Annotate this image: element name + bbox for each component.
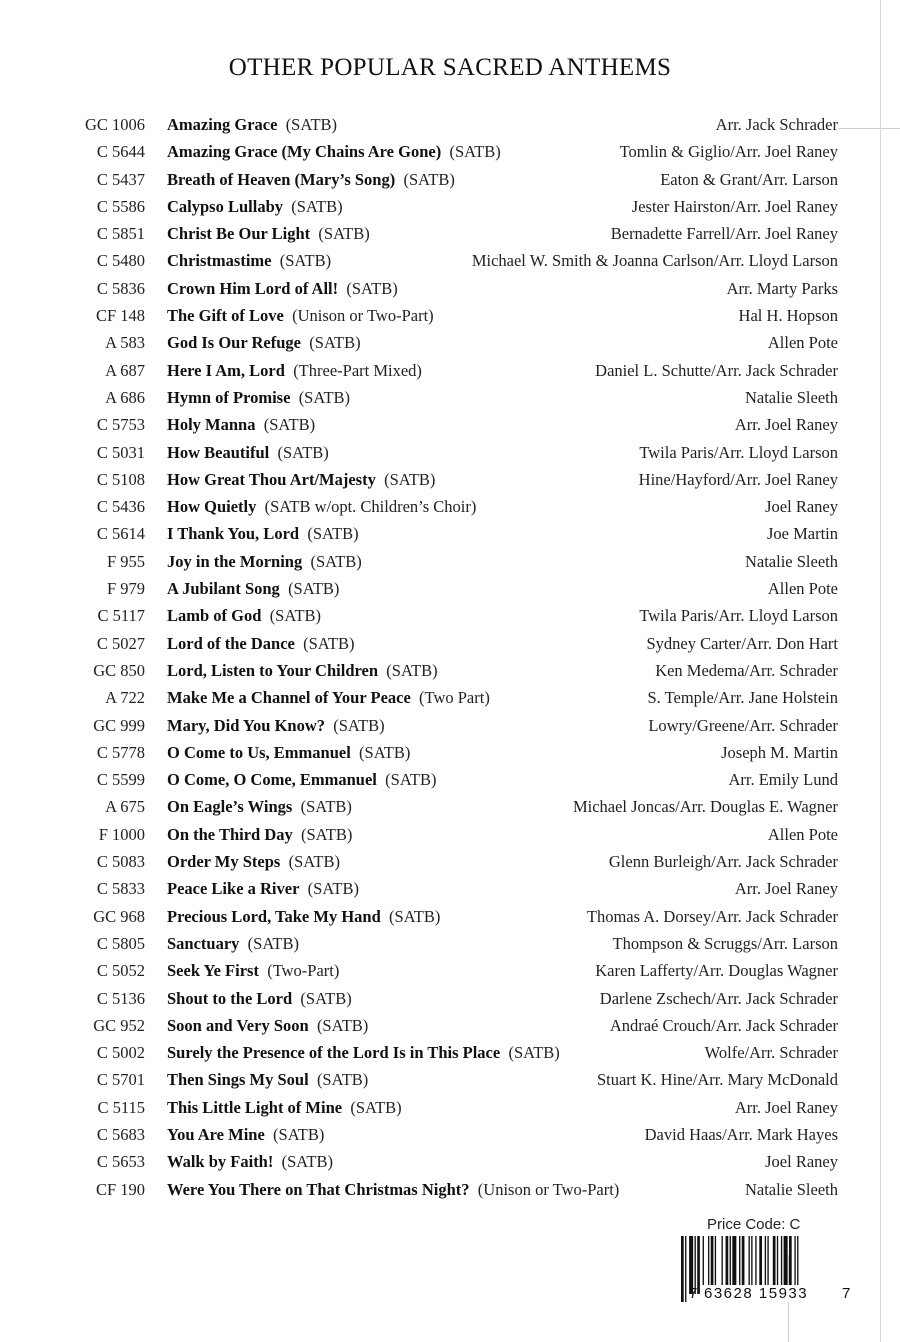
- voicing: (SATB): [307, 879, 360, 899]
- composer-arranger: Hal H. Hopson: [738, 306, 838, 326]
- barcode-middle-digits: 63628 15933: [704, 1285, 809, 1302]
- anthem-title: Lord of the Dance: [167, 633, 295, 653]
- anthem-row: [0, 1121, 900, 1148]
- catalog-code: F 1000: [98, 824, 145, 844]
- voicing: (SATB): [449, 142, 501, 162]
- anthem-row: [0, 1148, 900, 1175]
- anthem-row: [0, 575, 900, 602]
- anthem-title: Lord, Listen to Your Children: [167, 660, 379, 680]
- anthem-row: [0, 1066, 900, 1093]
- catalog-code: C 5083: [96, 852, 145, 872]
- voicing: (Three-Part Mixed): [293, 360, 422, 380]
- anthem-title: Shout to the Lord: [167, 988, 293, 1008]
- anthem-title: Crown Him Lord of All!: [167, 278, 339, 298]
- catalog-code: C 5117: [97, 606, 145, 626]
- composer-arranger: Arr. Joel Raney: [734, 879, 838, 899]
- anthem-title: O Come to Us, Emmanuel: [167, 742, 351, 762]
- anthem-row: [0, 548, 900, 575]
- voicing: (SATB): [307, 524, 359, 544]
- voicing: (SATB): [385, 770, 437, 790]
- anthem-title-group: [167, 302, 434, 329]
- composer-arranger: Karen Lafferty/Arr. Douglas Wagner: [595, 961, 838, 981]
- anthem-row: [0, 657, 900, 684]
- catalog-code: C 5701: [96, 1070, 145, 1090]
- anthem-title-group: [167, 875, 359, 902]
- catalog-code: A 675: [105, 797, 145, 817]
- anthem-title: Sanctuary: [167, 933, 240, 953]
- voicing: (SATB): [300, 797, 352, 817]
- anthem-title-group: [167, 1148, 333, 1175]
- composer-arranger: Wolfe/Arr. Schrader: [704, 1043, 838, 1063]
- anthem-title: This Little Light of Mine: [167, 1097, 343, 1117]
- voicing: (SATB): [309, 333, 361, 353]
- anthem-row: [0, 1094, 900, 1121]
- anthem-title-group: [167, 275, 398, 302]
- anthem-title-group: [167, 220, 370, 247]
- anthem-row: [0, 302, 900, 329]
- anthem-title: Calypso Lullaby: [167, 196, 283, 216]
- anthem-title-group: [167, 930, 299, 957]
- anthem-title: Then Sings My Soul: [167, 1070, 309, 1090]
- price-code: Price Code: C: [707, 1216, 801, 1233]
- anthem-title: Amazing Grace: [167, 115, 278, 134]
- voicing: (SATB w/opt. Children’s Choir): [264, 497, 477, 517]
- anthem-title: A Jubilant Song: [167, 579, 280, 599]
- anthem-list: [0, 111, 900, 1203]
- voicing: (SATB): [316, 1015, 369, 1035]
- voicing: (SATB): [285, 115, 338, 134]
- anthem-title-group: [167, 575, 339, 602]
- anthem-title: Here I Am, Lord: [167, 360, 285, 380]
- catalog-code: C 5480: [96, 251, 145, 271]
- composer-arranger: Joseph M. Martin: [721, 742, 838, 762]
- anthem-row: [0, 520, 900, 547]
- anthem-row: [0, 985, 900, 1012]
- catalog-code: GC 999: [93, 715, 145, 735]
- composer-arranger: Lowry/Greene/Arr. Schrader: [648, 715, 838, 735]
- catalog-code: F 979: [106, 579, 145, 599]
- anthem-title: The Gift of Love: [167, 306, 284, 326]
- anthem-title-group: [167, 357, 422, 384]
- catalog-code: F 955: [106, 551, 145, 571]
- anthem-row: [0, 439, 900, 466]
- anthem-title-group: [167, 1176, 619, 1203]
- composer-arranger: Stuart K. Hine/Arr. Mary McDonald: [596, 1070, 838, 1090]
- composer-arranger: Twila Paris/Arr. Lloyd Larson: [639, 606, 838, 626]
- composer-arranger: Arr. Joel Raney: [734, 415, 838, 435]
- composer-arranger: Twila Paris/Arr. Lloyd Larson: [639, 442, 838, 462]
- anthem-title-group: [167, 712, 385, 739]
- catalog-code: C 5778: [96, 742, 145, 762]
- anthem-title-group: [167, 138, 501, 165]
- voicing: (SATB): [346, 278, 398, 298]
- composer-arranger: David Haas/Arr. Mark Hayes: [644, 1124, 838, 1144]
- catalog-code: C 5653: [96, 1152, 145, 1172]
- anthem-title-group: [167, 657, 438, 684]
- anthem-title: Breath of Heaven (Mary’s Song): [167, 169, 396, 189]
- voicing: (SATB): [403, 169, 455, 189]
- catalog-code: C 5614: [96, 524, 145, 544]
- catalog-code: GC 952: [93, 1015, 145, 1035]
- catalog-code: C 5851: [96, 224, 145, 244]
- page-title: OTHER POPULAR SACRED ANTHEMS: [228, 54, 672, 81]
- anthem-title-group: [167, 247, 331, 274]
- anthem-title-group: [167, 411, 315, 438]
- catalog-code: C 5027: [96, 633, 145, 653]
- anthem-row: [0, 275, 900, 302]
- anthem-title-group: [167, 439, 329, 466]
- catalog-code: C 5586: [96, 196, 145, 216]
- catalog-code: A 722: [105, 688, 145, 708]
- anthem-title: How Great Thou Art/Majesty: [167, 469, 376, 489]
- composer-arranger: Jester Hairston/Arr. Joel Raney: [631, 196, 838, 216]
- catalog-code: CF 148: [95, 306, 145, 326]
- composer-arranger: Natalie Sleeth: [744, 551, 838, 571]
- anthem-row: [0, 138, 900, 165]
- voicing: (SATB): [359, 742, 411, 762]
- catalog-code: C 5136: [96, 988, 145, 1008]
- fold-mark-horizontal: [838, 128, 900, 129]
- barcode-digits: [676, 1285, 856, 1305]
- anthem-title-group: [167, 193, 343, 220]
- voicing: (SATB): [300, 988, 352, 1008]
- anthem-title: On Eagle’s Wings: [167, 797, 293, 817]
- composer-arranger: Glenn Burleigh/Arr. Jack Schrader: [608, 852, 838, 872]
- catalog-code: A 687: [105, 360, 145, 380]
- composer-arranger: Arr. Marty Parks: [726, 278, 838, 298]
- anthem-row: [0, 1039, 900, 1066]
- catalog-code: C 5753: [96, 415, 145, 435]
- anthem-title: Were You There on That Christmas Night?: [167, 1179, 470, 1199]
- anthem-title-group: [167, 821, 352, 848]
- composer-arranger: Allen Pote: [767, 579, 838, 599]
- composer-arranger: Arr. Emily Lund: [728, 770, 838, 790]
- anthem-title-group: [167, 957, 339, 984]
- anthem-title: How Quietly: [167, 497, 257, 517]
- anthem-title: Seek Ye First: [167, 961, 259, 981]
- voicing: (SATB): [318, 224, 370, 244]
- anthem-row: [0, 712, 900, 739]
- anthem-title: You Are Mine: [167, 1124, 265, 1144]
- anthem-row: [0, 903, 900, 930]
- anthem-row: [0, 193, 900, 220]
- voicing: (Two Part): [419, 688, 490, 708]
- anthem-row: [0, 602, 900, 629]
- catalog-code: A 583: [105, 333, 145, 353]
- composer-arranger: Arr. Joel Raney: [734, 1097, 838, 1117]
- anthem-title-group: [167, 766, 437, 793]
- anthem-row: [0, 630, 900, 657]
- catalog-code: C 5599: [96, 770, 145, 790]
- composer-arranger: Natalie Sleeth: [744, 387, 838, 407]
- anthem-title-group: [167, 630, 354, 657]
- anthem-title: I Thank You, Lord: [167, 524, 300, 544]
- anthem-title: Christ Be Our Light: [167, 224, 311, 244]
- anthem-title: Amazing Grace (My Chains Are Gone): [167, 142, 442, 162]
- anthem-title-group: [167, 1039, 560, 1066]
- catalog-code: GC 850: [93, 660, 145, 680]
- voicing: (Two-Part): [267, 961, 340, 981]
- voicing: (SATB): [269, 606, 322, 626]
- catalog-code: GC 1006: [84, 115, 145, 134]
- voicing: (Unison or Two-Part): [477, 1179, 620, 1199]
- anthem-row: [0, 957, 900, 984]
- anthem-title: Joy in the Morning: [167, 551, 303, 571]
- anthem-row: [0, 493, 900, 520]
- anthem-title: God Is Our Refuge: [167, 333, 301, 353]
- anthem-row: [0, 466, 900, 493]
- voicing: (SATB): [288, 579, 340, 599]
- anthem-row: [0, 357, 900, 384]
- voicing: (SATB): [303, 633, 355, 653]
- composer-arranger: Tomlin & Giglio/Arr. Joel Raney: [619, 142, 838, 162]
- anthem-title-group: [167, 166, 455, 193]
- anthem-title-group: [167, 520, 359, 547]
- anthem-row: [0, 930, 900, 957]
- anthem-title-group: [167, 793, 352, 820]
- anthem-title-group: [167, 1121, 324, 1148]
- catalog-code: C 5683: [96, 1124, 145, 1144]
- anthem-row: [0, 111, 900, 138]
- composer-arranger: Daniel L. Schutte/Arr. Jack Schrader: [595, 360, 838, 380]
- anthem-title-group: [167, 493, 476, 520]
- anthem-row: [0, 411, 900, 438]
- composer-arranger: Sydney Carter/Arr. Don Hart: [646, 633, 838, 653]
- catalog-code: C 5436: [96, 497, 145, 517]
- composer-arranger: Hine/Hayford/Arr. Joel Raney: [638, 469, 838, 489]
- anthem-title-group: [167, 111, 337, 138]
- anthem-row: [0, 1176, 900, 1203]
- anthem-title: Hymn of Promise: [167, 387, 291, 407]
- composer-arranger: Thompson & Scruggs/Arr. Larson: [612, 933, 838, 953]
- voicing: (SATB): [279, 251, 332, 271]
- voicing: (SATB): [508, 1043, 560, 1063]
- anthem-row: [0, 848, 900, 875]
- anthem-title-group: [167, 548, 362, 575]
- voicing: (SATB): [350, 1097, 402, 1117]
- voicing: (SATB): [386, 660, 438, 680]
- voicing: (SATB): [277, 442, 329, 462]
- anthem-title: Soon and Very Soon: [167, 1015, 309, 1035]
- anthem-title-group: [167, 985, 352, 1012]
- catalog-code: GC 968: [93, 906, 145, 926]
- voicing: (SATB): [288, 852, 340, 872]
- anthem-title: Holy Manna: [167, 415, 256, 435]
- anthem-title-group: [167, 384, 350, 411]
- anthem-title-group: [167, 1094, 402, 1121]
- composer-arranger: Michael Joncas/Arr. Douglas E. Wagner: [572, 797, 838, 817]
- voicing: (SATB): [384, 469, 436, 489]
- composer-arranger: Thomas A. Dorsey/Arr. Jack Schrader: [586, 906, 838, 926]
- voicing: (SATB): [298, 387, 351, 407]
- anthem-title-group: [167, 1066, 368, 1093]
- anthem-title-group: [167, 466, 435, 493]
- voicing: (SATB): [316, 1070, 369, 1090]
- catalog-code: C 5836: [96, 278, 145, 298]
- voicing: (SATB): [389, 906, 441, 926]
- composer-arranger: Allen Pote: [767, 333, 838, 353]
- catalog-code: C 5052: [96, 961, 145, 981]
- catalog-code: C 5805: [96, 933, 145, 953]
- anthem-row: [0, 739, 900, 766]
- barcode-first-digit: 7: [689, 1285, 698, 1302]
- anthem-title: Precious Lord, Take My Hand: [167, 906, 381, 926]
- composer-arranger: Arr. Jack Schrader: [715, 115, 838, 134]
- anthem-title: Order My Steps: [167, 852, 281, 872]
- anthem-row: [0, 166, 900, 193]
- anthem-title: Peace Like a River: [167, 879, 300, 899]
- voicing: (SATB): [291, 196, 343, 216]
- anthem-title-group: [167, 684, 490, 711]
- composer-arranger: Andraé Crouch/Arr. Jack Schrader: [609, 1015, 838, 1035]
- anthem-title-group: [167, 739, 410, 766]
- anthem-title: Christmastime: [167, 251, 272, 271]
- composer-arranger: Joe Martin: [766, 524, 838, 544]
- composer-arranger: Ken Medema/Arr. Schrader: [655, 660, 838, 680]
- anthem-row: [0, 684, 900, 711]
- voicing: (SATB): [301, 824, 353, 844]
- voicing: (SATB): [310, 551, 362, 571]
- composer-arranger: Joel Raney: [765, 1152, 838, 1172]
- anthem-title-group: [167, 602, 321, 629]
- barcode-last-digit: 7: [842, 1285, 851, 1302]
- anthem-title: Walk by Faith!: [167, 1152, 274, 1172]
- catalog-code: C 5437: [96, 169, 145, 189]
- anthem-title: On the Third Day: [167, 824, 293, 844]
- anthem-row: [0, 247, 900, 274]
- anthem-row: [0, 793, 900, 820]
- catalog-code: C 5644: [96, 142, 145, 162]
- anthem-row: [0, 875, 900, 902]
- voicing: (SATB): [333, 715, 385, 735]
- catalog-code: C 5115: [97, 1097, 145, 1117]
- anthem-title: Mary, Did You Know?: [167, 715, 325, 735]
- anthem-title: Surely the Presence of the Lord Is in This Place: [167, 1043, 501, 1063]
- anthem-title: Lamb of God: [167, 606, 262, 626]
- catalog-code: C 5031: [96, 442, 145, 462]
- composer-arranger: Allen Pote: [767, 824, 838, 844]
- anthem-title-group: [167, 329, 361, 356]
- catalog-code: C 5002: [96, 1043, 145, 1063]
- voicing: (SATB): [247, 933, 300, 953]
- catalog-code: CF 190: [95, 1179, 145, 1199]
- anthem-row: [0, 1012, 900, 1039]
- anthem-title-group: [167, 848, 340, 875]
- voicing: (Unison or Two-Part): [292, 306, 434, 326]
- anthem-row: [0, 384, 900, 411]
- anthem-title: O Come, O Come, Emmanuel: [167, 770, 377, 790]
- anthem-row: [0, 329, 900, 356]
- composer-arranger: Eaton & Grant/Arr. Larson: [660, 169, 838, 189]
- anthem-row: [0, 821, 900, 848]
- catalog-code: C 5108: [96, 469, 145, 489]
- anthem-title: Make Me a Channel of Your Peace: [167, 688, 411, 708]
- anthem-title-group: [167, 903, 440, 930]
- fold-mark-vertical: [880, 0, 881, 1342]
- composer-arranger: Darlene Zschech/Arr. Jack Schrader: [599, 988, 838, 1008]
- voicing: (SATB): [263, 415, 316, 435]
- composer-arranger: Natalie Sleeth: [744, 1179, 838, 1199]
- composer-arranger: Bernadette Farrell/Arr. Joel Raney: [610, 224, 838, 244]
- composer-arranger: Joel Raney: [765, 497, 838, 517]
- anthem-row: [0, 766, 900, 793]
- anthem-title: How Beautiful: [167, 442, 270, 462]
- catalog-code: A 686: [105, 387, 145, 407]
- voicing: (SATB): [273, 1124, 325, 1144]
- voicing: (SATB): [281, 1152, 333, 1172]
- catalog-code: C 5833: [96, 879, 145, 899]
- anthem-row: [0, 220, 900, 247]
- anthem-title-group: [167, 1012, 368, 1039]
- composer-arranger: Michael W. Smith & Joanna Carlson/Arr. Lloyd Larson: [471, 251, 838, 271]
- composer-arranger: S. Temple/Arr. Jane Holstein: [647, 688, 838, 708]
